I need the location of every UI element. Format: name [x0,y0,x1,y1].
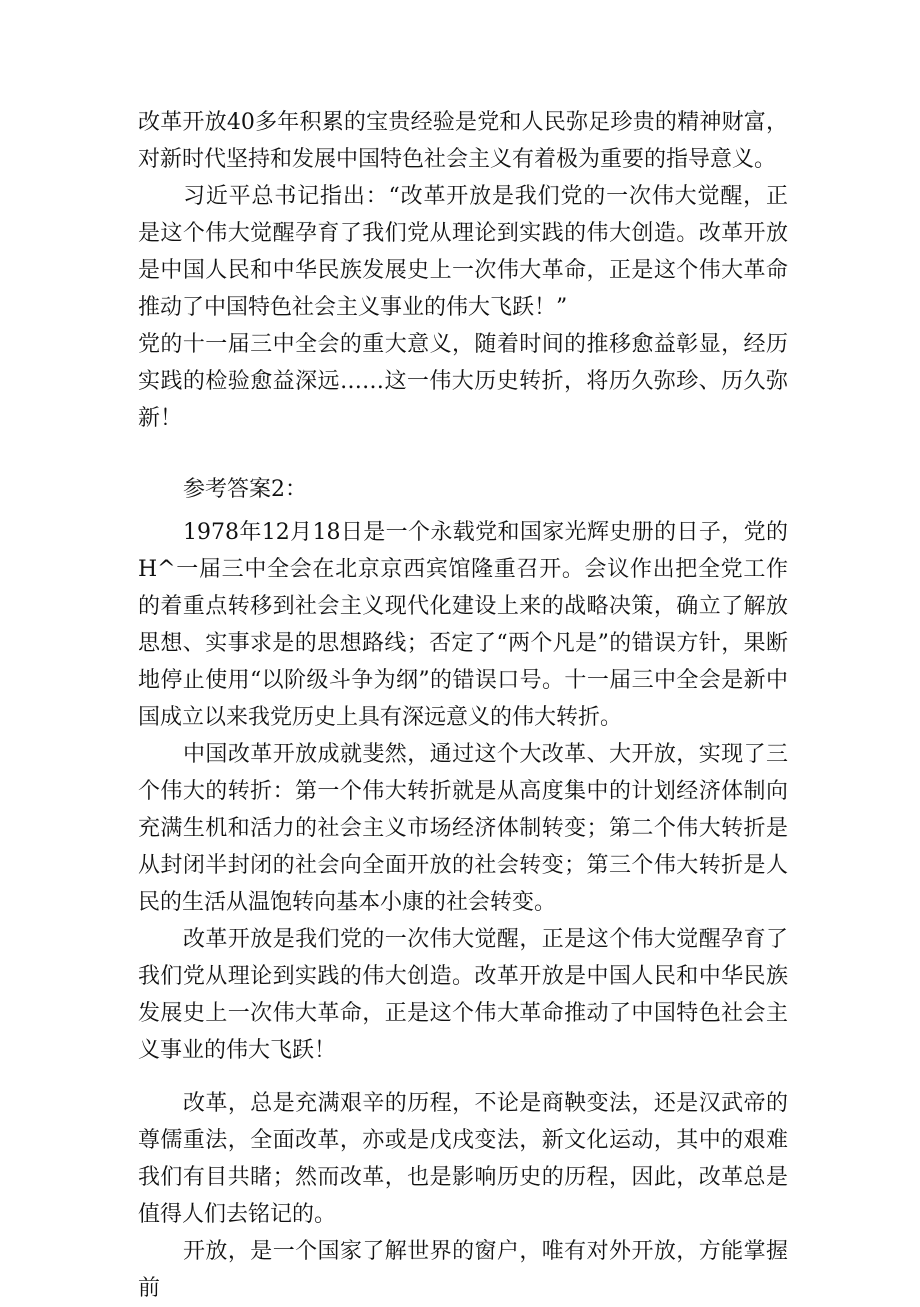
paragraph-third-plenum-significance: 党的十一届三中全会的重大意义，随着时间的推移愈益彰显，经历实践的检验愈益深远……这一伟大历史转折，将历久弥珍、历久弥新！ [138,332,788,431]
paragraph-xi-quote: 习近平总书记指出：“改革开放是我们党的一次伟大觉醒，正是这个伟大觉醒孕育了我们党从理论到实践的伟大创造。改革开放是中国人民和中华民族发展史上一次伟大革命，正是这个伟大革命推动了中国特色社会主义事业的伟大飞跃！” [138,184,788,320]
paragraph-reform: 改革，总是充满艰辛的历程，不论是商鞅变法，还是汉武帝的尊儒重法，全面改革，亦或是戊戌变法，新文化运动，其中的艰难我们有目共睹；然而改革，也是影响历史的历程，因此，改革总是值得人们去铭记的。 [138,1091,788,1227]
document-body [138,104,788,1307]
paragraph-opening: 开放，是一个国家了解世界的窗户，唯有对外开放，方能掌握前 [138,1239,788,1301]
paragraph-three-transitions: 中国改革开放成就斐然，通过这个大改革、大开放，实现了三个伟大的转折：第一个伟大转折就是从高度集中的计划经济体制向充满生机和活力的社会主义市场经济体制转变；第二个伟大转折是从封闭半封闭的社会向全面开放的社会转变；第三个伟大转折是人民的生活从温饱转向基本小康的社会转变。 [138,742,788,915]
paragraph-1978-plenum: 1978年12月18日是一个永载党和国家光辉史册的日子，党的H^一届三中全会在北京京西宾馆隆重召开。会议作出把全党工作的着重点转移到社会主义现代化建设上来的战略决策，确立了解放思想、实事求是的思想路线；否定了“两个凡是”的错误方针，果断地停止使用“以阶级斗争为纲”的错误口号。十一届三中全会是新中国成立以来我党历史上具有深远意义的伟大转折。 [138,520,788,730]
answer-heading: 参考答案2： [183,477,307,502]
paragraph-experience: 改革开放40多年积累的宝贵经验是党和人民弥足珍贵的精神财富，对新时代坚持和发展中国特色社会主义有着极为重要的指导意义。 [138,110,788,172]
paragraph-awakening: 改革开放是我们党的一次伟大觉醒，正是这个伟大觉醒孕育了我们党从理论到实践的伟大创造。改革开放是中国人民和中华民族发展史上一次伟大革命，正是这个伟大革命推动了中国特色社会主义事业的伟大飞跃！ [138,927,788,1063]
